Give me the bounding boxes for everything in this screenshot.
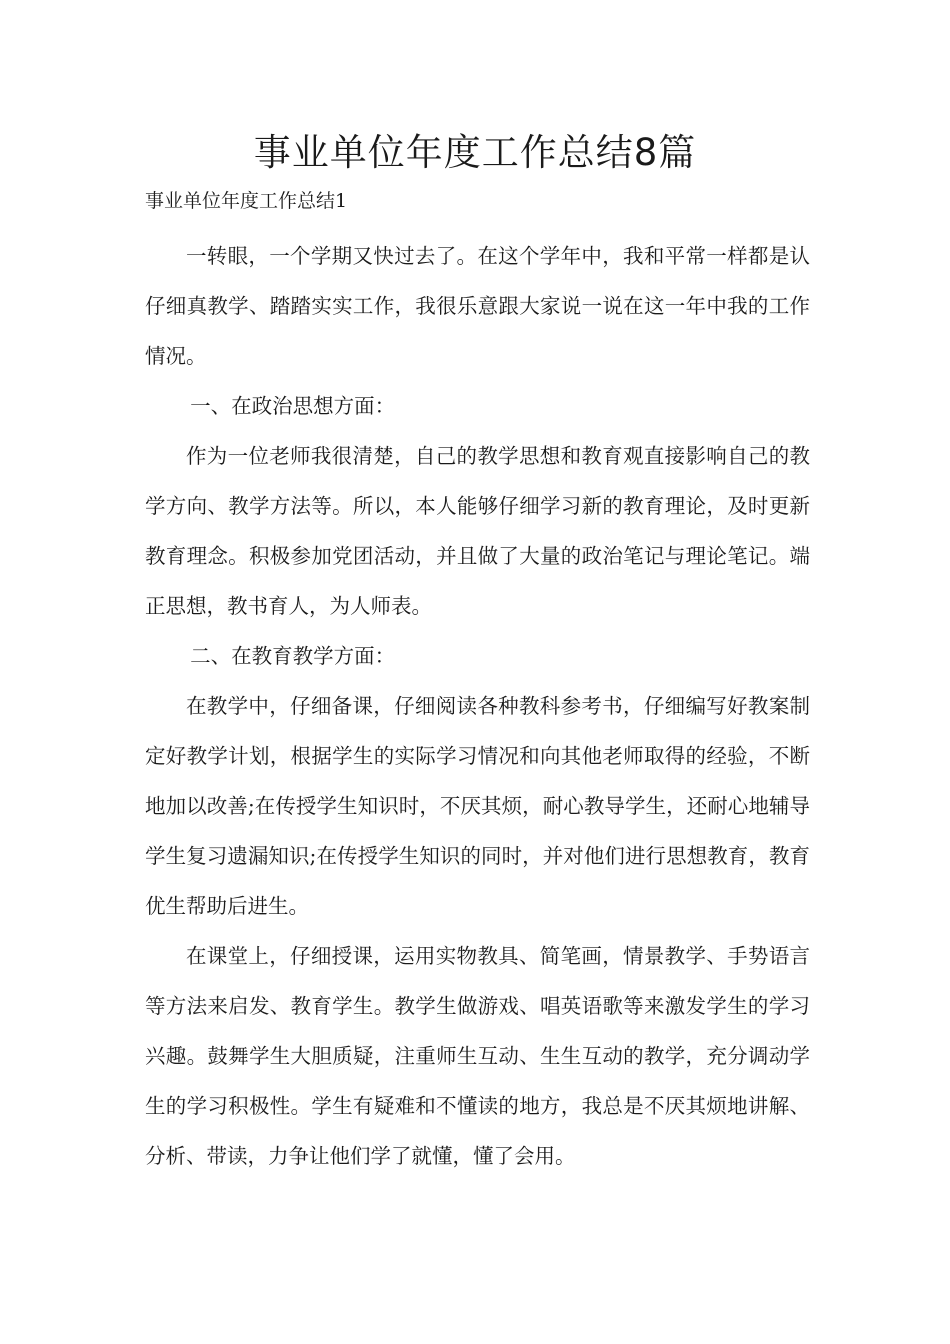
paragraph-teaching: 在教学中，仔细备课，仔细阅读各种教科参考书，仔细编写好教案制定好教学计划，根据学生的实际学习情况和向其他老师取得的经验，不断地加以改善;在传授学生知识时，不厌其烦，耐心教导学生，还耐心地辅导学生复习遗漏知识;在传授学生知识的同时，并对他们进行思想教育，教育优生帮助后进生。 [145,694,810,918]
paragraph-political: 作为一位老师我很清楚，自己的教学思想和教育观直接影响自己的教学方向、教学方法等。所以，本人能够仔细学习新的教育理论，及时更新教育理念。积极参加党团活动，并且做了大量的政治笔记与理论笔记。端正思想，教书育人，为人师表。 [145,444,810,618]
subheading-teaching: 二、在教育教学方面： [190,644,396,668]
document-body [145,231,810,1181]
paragraph-classroom: 在课堂上，仔细授课，运用实物教具、简笔画，情景教学、手势语言等方法来启发、教育学生。教学生做游戏、唱英语歌等来激发学生的学习兴趣。鼓舞学生大胆质疑，注重师生互动、生生互动的教学，充分调动学生的学习积极性。学生有疑难和不懂读的地方，我总是不厌其烦地讲解、分析、带读，力争让他们学了就懂，懂了会用。 [145,944,810,1168]
document-title: 事业单位年度工作总结8篇 [253,131,697,174]
section-heading: 事业单位年度工作总结1 [145,190,348,212]
subheading-political: 一、在政治思想方面： [190,394,396,418]
paragraph-intro: 一转眼，一个学期又快过去了。在这个学年中，我和平常一样都是认仔细真教学、踏踏实实工作，我很乐意跟大家说一说在这一年中我的工作情况。 [145,244,810,368]
